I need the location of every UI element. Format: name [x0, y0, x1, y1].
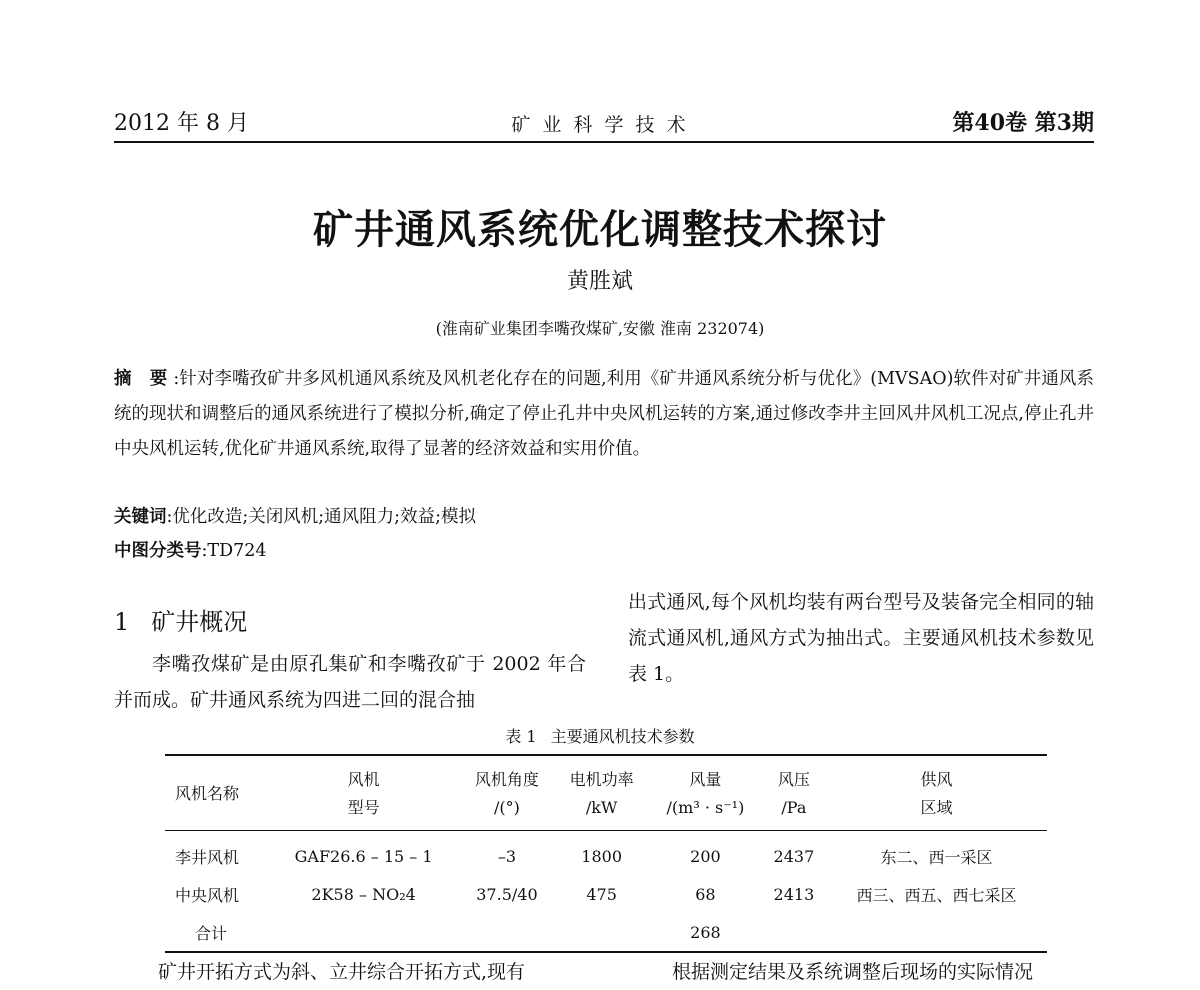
table-total-row	[165, 913, 1047, 952]
col-header-pressure: 风压 /Pa	[777, 770, 810, 817]
keywords	[114, 503, 476, 528]
cell-pressure: 2437	[773, 846, 815, 866]
volume-issue: 第40卷 第3期	[952, 110, 1094, 136]
cell-flow: 68	[695, 884, 716, 904]
clc-text: :TD724	[201, 541, 267, 561]
cell-pressure: 2413	[773, 884, 815, 904]
fan-parameters-table	[165, 754, 1047, 953]
cell-angle	[460, 913, 555, 952]
body-paragraph: 出式通风,每个风机均装有两台型号及装备完全相同的轴流式通风机,通风方式为抽出式。主要通风机技术参数见表 1。	[628, 591, 1094, 685]
cell-area	[826, 913, 1047, 952]
cell-flow: 268	[690, 922, 721, 942]
body-paragraph: 李嘴孜煤矿是由原孔集矿和李嘴孜矿于 2002 年合并而成。矿井通风系统为四进二回的混合抽	[114, 653, 586, 711]
cell-angle: 37.5/40	[476, 884, 538, 904]
cell-power: 1800	[581, 846, 623, 866]
section-title: 矿井概况	[151, 608, 248, 636]
keywords-text: :优化改造;关闭风机;通风阻力;效益;模拟	[166, 507, 476, 527]
cell-name: 李井风机	[175, 847, 240, 867]
abstract-label: 摘 要	[114, 369, 174, 389]
col-header-angle: 风机角度 /(°)	[474, 770, 539, 817]
keywords-label: 关键词	[114, 507, 167, 527]
journal-date: 2012 年 8 月	[114, 111, 249, 136]
article-title: 矿井通风系统优化调整技术探讨	[313, 206, 887, 253]
author-affiliation: (淮南矿业集团李嘴孜煤矿,安徽 淮南 232074)	[435, 319, 765, 338]
col-header-name: 风机名称	[175, 784, 240, 803]
table-number: 表 1	[505, 727, 537, 746]
clc-label: 中图分类号	[114, 541, 202, 561]
cell-pressure	[762, 913, 826, 952]
section-heading	[114, 602, 247, 637]
article-author: 黄胜斌	[566, 269, 633, 294]
table-row	[165, 875, 1047, 913]
table-header-row	[165, 755, 1047, 831]
cell-name: 合计	[195, 923, 228, 943]
cell-area: 东二、西一采区	[880, 847, 993, 867]
cell-power	[554, 913, 649, 952]
col-header-area: 供风 区域	[920, 770, 953, 817]
cell-model: 2K58 – NO₂4	[311, 884, 416, 904]
journal-name: 矿 业 科 学 技 术	[511, 114, 689, 136]
abstract	[114, 362, 1094, 467]
cell-model: GAF26.6 – 15 – 1	[294, 846, 433, 866]
col-header-power: 电机功率 /kW	[569, 770, 634, 817]
cell-name: 中央风机	[175, 885, 240, 905]
table-caption	[0, 724, 1200, 747]
header-rule	[114, 141, 1094, 143]
cell-flow: 200	[690, 846, 721, 866]
col-header-model: 风机 型号	[347, 770, 380, 817]
abstract-text: :针对李嘴孜矿井多风机通风系统及风机老化存在的问题,利用《矿井通风系统分析与优化》(MVSAO)软件对矿井通风系统的现状和调整后的通风系统进行了模拟分析,确定了停止孔井中央风机运转的方案,通过修改李井主回风井风机工况点,停止孔井中央风机运转,优化矿井通风系统,取得了显著的经济效益和实用价值。	[114, 369, 1095, 459]
body-paragraph: 根据测定结果及系统调整后现场的实际情况	[672, 961, 1034, 983]
cell-angle: –3	[497, 846, 517, 866]
section-number: 1	[114, 608, 130, 636]
table-row	[165, 831, 1047, 876]
col-header-flow: 风量 /(m³ · s⁻¹)	[666, 770, 745, 817]
body-paragraph: 矿井开拓方式为斜、立井综合开拓方式,现有	[158, 961, 526, 983]
table-title: 主要通风机技术参数	[550, 727, 695, 746]
classification-number	[114, 537, 267, 562]
cell-model	[268, 913, 460, 952]
cell-area: 西三、西五、西七采区	[856, 885, 1017, 905]
cell-power: 475	[586, 884, 617, 904]
